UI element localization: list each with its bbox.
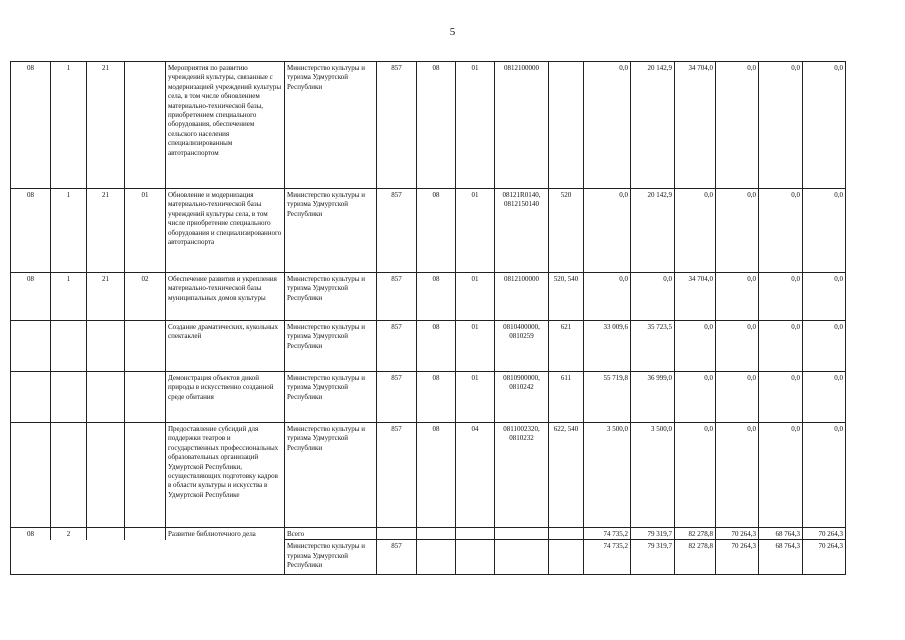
row-code-om: 21 — [87, 273, 125, 321]
row-code-om: 21 — [87, 189, 125, 273]
row-grbs — [377, 528, 417, 540]
row-value-1: 33 009,6 — [584, 321, 631, 372]
row-value-2: 35 723,5 — [631, 321, 675, 372]
row-value-1: 74 735,2 — [584, 528, 631, 540]
row-csr: 0812100000 — [495, 273, 549, 321]
row-value-2: 0,0 — [631, 273, 675, 321]
row-rz: 08 — [417, 423, 456, 528]
row-vr: 520 — [549, 189, 584, 273]
row-code-pp: 1 — [51, 189, 87, 273]
table-row — [11, 372, 846, 423]
row-csr: 0810400000, 0810259 — [495, 321, 549, 372]
row-code-om — [87, 372, 125, 423]
row-pr: 01 — [456, 189, 495, 273]
row-value-4: 70 264,3 — [716, 540, 759, 575]
row-vr: 611 — [549, 372, 584, 423]
row-code-gp: 08 — [11, 62, 51, 189]
row-code-m — [125, 528, 166, 540]
row-vr: 622, 540 — [549, 423, 584, 528]
row-value-5: 0,0 — [759, 372, 803, 423]
row-grbs: 857 — [377, 321, 417, 372]
row-code-pp: 1 — [51, 273, 87, 321]
row-name: Создание драматических, кукольных спектаклей — [166, 321, 285, 372]
row-name: Обеспечение развития и укрепления материально-технической базы муниципальных домов культуры — [166, 273, 285, 321]
budget-table — [10, 61, 846, 575]
row-executor: Министерство культуры и туризма Удмуртской Республики — [285, 372, 377, 423]
table-row — [11, 62, 846, 189]
row-value-4: 0,0 — [716, 321, 759, 372]
row-code-gp: 08 — [11, 273, 51, 321]
row-code-gp — [11, 372, 51, 423]
row-value-1: 0,0 — [584, 189, 631, 273]
row-value-3: 0,0 — [675, 423, 716, 528]
row-executor: Министерство культуры и туризма Удмуртской Республики — [285, 540, 377, 575]
row-csr: 0812100000 — [495, 62, 549, 189]
row-value-6: 70 264,3 — [803, 540, 846, 575]
row-pr — [456, 540, 495, 575]
row-value-5: 0,0 — [759, 189, 803, 273]
row-executor: Министерство культуры и туризма Удмуртской Республики — [285, 273, 377, 321]
row-csr: 08121R0140, 0812150140 — [495, 189, 549, 273]
row-value-4: 0,0 — [716, 62, 759, 189]
row-grbs: 857 — [377, 273, 417, 321]
row-value-2: 79 319,7 — [631, 540, 675, 575]
row-value-2: 20 142,9 — [631, 62, 675, 189]
row-name: Демонстрация объектов дикой природы в искусственно созданной среде обитания — [166, 372, 285, 423]
row-code-pp: 1 — [51, 62, 87, 189]
row-code-m: 01 — [125, 189, 166, 273]
row-value-4: 0,0 — [716, 423, 759, 528]
row-executor: Министерство культуры и туризма Удмуртской Республики — [285, 62, 377, 189]
row-value-3: 34 704,0 — [675, 273, 716, 321]
row-value-5: 68 764,3 — [759, 540, 803, 575]
row-code-m — [125, 423, 166, 528]
row-pr: 01 — [456, 62, 495, 189]
row-pr — [456, 528, 495, 540]
row-grbs: 857 — [377, 540, 417, 575]
row-value-5: 0,0 — [759, 62, 803, 189]
row-rz: 08 — [417, 189, 456, 273]
row-executor: Министерство культуры и туризма Удмуртской Республики — [285, 423, 377, 528]
row-value-2: 3 500,0 — [631, 423, 675, 528]
row-csr: 0811002320, 0810232 — [495, 423, 549, 528]
row-rz: 08 — [417, 372, 456, 423]
row-grbs: 857 — [377, 423, 417, 528]
row-value-1: 0,0 — [584, 62, 631, 189]
row-pr: 01 — [456, 273, 495, 321]
row-value-5: 68 764,3 — [759, 528, 803, 540]
row-value-1: 3 500,0 — [584, 423, 631, 528]
row-code-pp — [51, 321, 87, 372]
row-value-1: 55 719,8 — [584, 372, 631, 423]
row-code-gp: 08 — [11, 528, 51, 540]
row-code-om — [87, 423, 125, 528]
row-rz — [417, 528, 456, 540]
row-grbs: 857 — [377, 189, 417, 273]
row-pr: 04 — [456, 423, 495, 528]
row-vr: 520, 540 — [549, 273, 584, 321]
row-value-6: 0,0 — [803, 62, 846, 189]
row-grbs: 857 — [377, 62, 417, 189]
table-row — [11, 540, 846, 575]
row-value-2: 79 319,7 — [631, 528, 675, 540]
table-row — [11, 273, 846, 321]
row-name: Развитие библиотечного дела — [166, 528, 285, 540]
row-value-5: 0,0 — [759, 321, 803, 372]
row-pr: 01 — [456, 321, 495, 372]
table-row — [11, 321, 846, 372]
row-rz: 08 — [417, 321, 456, 372]
row-code-m — [125, 62, 166, 189]
row-rz: 08 — [417, 273, 456, 321]
row-grbs: 857 — [377, 372, 417, 423]
row-code-gp — [11, 321, 51, 372]
row-value-5: 0,0 — [759, 273, 803, 321]
row-value-3: 82 278,8 — [675, 528, 716, 540]
row-value-3: 0,0 — [675, 189, 716, 273]
row-executor: Министерство культуры и туризма Удмуртской Республики — [285, 189, 377, 273]
row-executor: Всего — [285, 528, 377, 540]
table-row — [11, 528, 846, 540]
row-spacer — [11, 540, 285, 575]
row-value-6: 0,0 — [803, 321, 846, 372]
row-executor: Министерство культуры и туризма Удмуртской Республики — [285, 321, 377, 372]
row-csr — [495, 540, 549, 575]
row-vr: 621 — [549, 321, 584, 372]
row-value-1: 74 735,2 — [584, 540, 631, 575]
row-name: Предоставление субсидий для поддержки театров и государственных профессиональных образовательных организаций Удмуртской Республики, осуществляющих подготовку кадров в области культуры и искусства в Удмуртской Республике — [166, 423, 285, 528]
row-value-6: 0,0 — [803, 273, 846, 321]
row-value-3: 0,0 — [675, 321, 716, 372]
row-vr — [549, 540, 584, 575]
row-value-6: 70 264,3 — [803, 528, 846, 540]
row-code-m: 02 — [125, 273, 166, 321]
row-value-4: 70 264,3 — [716, 528, 759, 540]
row-code-m — [125, 372, 166, 423]
row-value-3: 34 704,0 — [675, 62, 716, 189]
row-code-om — [87, 528, 125, 540]
row-csr — [495, 528, 549, 540]
row-csr: 0810900000, 0810242 — [495, 372, 549, 423]
row-value-5: 0,0 — [759, 423, 803, 528]
row-code-m — [125, 321, 166, 372]
row-rz: 08 — [417, 62, 456, 189]
row-value-4: 0,0 — [716, 372, 759, 423]
row-value-1: 0,0 — [584, 273, 631, 321]
row-value-3: 0,0 — [675, 372, 716, 423]
row-code-gp — [11, 423, 51, 528]
row-code-pp — [51, 372, 87, 423]
table-row — [11, 189, 846, 273]
row-value-2: 36 999,0 — [631, 372, 675, 423]
row-code-gp: 08 — [11, 189, 51, 273]
row-value-6: 0,0 — [803, 372, 846, 423]
row-value-6: 0,0 — [803, 189, 846, 273]
row-value-2: 20 142,9 — [631, 189, 675, 273]
row-vr — [549, 528, 584, 540]
row-value-4: 0,0 — [716, 273, 759, 321]
row-vr — [549, 62, 584, 189]
row-code-pp: 2 — [51, 528, 87, 540]
row-rz — [417, 540, 456, 575]
row-name: Мероприятия по развитию учреждений культуры, связанные с модернизацией учреждений культуры села, в том числе обновлением материально-технической базы, приобретением специального оборудования, обеспечением сельского населения специализированным автотранспортом — [166, 62, 285, 189]
row-name: Обновление и модернизация материально-технической базы учреждений культуры села, в том числе приобретение специального оборудования и специализированного автотранспорта — [166, 189, 285, 273]
row-code-om: 21 — [87, 62, 125, 189]
row-pr: 01 — [456, 372, 495, 423]
row-value-6: 0,0 — [803, 423, 846, 528]
table-row — [11, 423, 846, 528]
row-value-4: 0,0 — [716, 189, 759, 273]
row-value-3: 82 278,8 — [675, 540, 716, 575]
row-code-pp — [51, 423, 87, 528]
page-number: 5 — [449, 26, 456, 38]
row-code-om — [87, 321, 125, 372]
